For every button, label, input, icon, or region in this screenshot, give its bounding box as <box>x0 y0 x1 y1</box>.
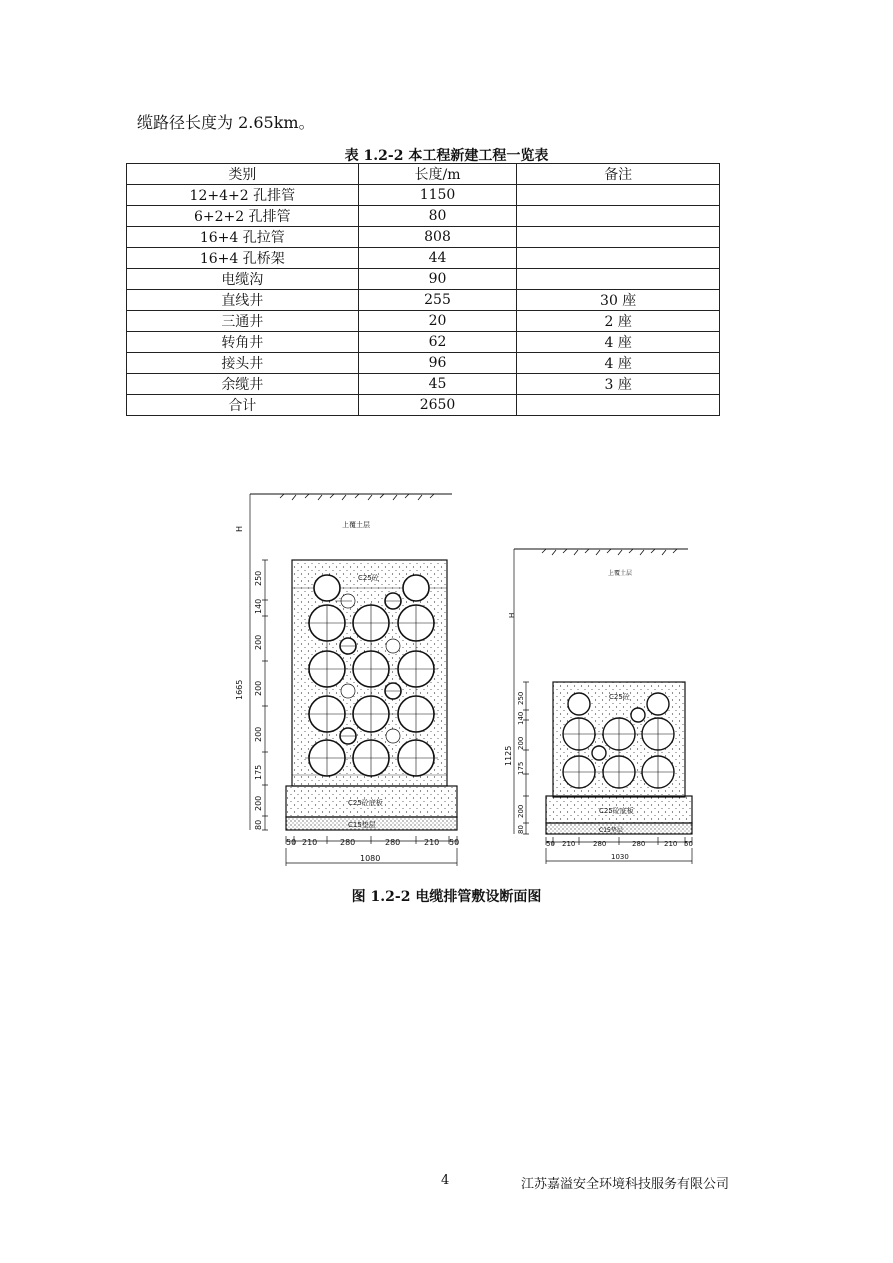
total-height-label: 1125 <box>504 745 513 766</box>
cell-category: 直线井 <box>127 290 359 311</box>
cover-soil-label: 上覆土层 <box>608 570 633 577</box>
dim-v-4: 200 <box>254 680 263 696</box>
total-width-label: 1080 <box>360 854 381 863</box>
cell-remark: 2 座 <box>517 311 720 332</box>
table-row <box>127 227 720 248</box>
figure-caption: 图 1.2-2 电缆排管敷设断面图 <box>351 889 542 905</box>
cable-duct-section-drawing <box>230 488 700 873</box>
dim-h-4: 280 <box>632 840 646 848</box>
cell-remark: 4 座 <box>517 353 720 374</box>
dim-v-6: 175 <box>254 764 263 780</box>
footer-company: 江苏嘉溢安全环境科技服务有限公司 <box>521 1177 730 1192</box>
cell-length: 62 <box>358 332 517 353</box>
table-row <box>127 353 720 374</box>
right-section <box>504 549 693 864</box>
cell-length: 2650 <box>358 395 517 416</box>
cell-category: 合计 <box>127 395 359 416</box>
table-row <box>127 185 720 206</box>
dim-v-1: 250 <box>254 570 263 586</box>
cell-category: 转角井 <box>127 332 359 353</box>
h-label: H <box>508 612 516 618</box>
dim-h-3: 280 <box>593 840 607 848</box>
cushion-label: C15垫层 <box>599 827 623 834</box>
left-section <box>235 494 459 866</box>
cell-category: 电缆沟 <box>127 269 359 290</box>
total-height-label: 1665 <box>235 679 244 700</box>
dim-v-1: 250 <box>517 691 525 705</box>
ground-line <box>514 549 688 555</box>
dim-h-1: 50 <box>546 840 555 848</box>
cell-category: 16+4 孔桥架 <box>127 248 359 269</box>
dim-v-5: 200 <box>254 726 263 742</box>
dim-v-2: 140 <box>254 598 263 614</box>
dim-h-4: 280 <box>385 838 401 847</box>
cell-remark <box>517 269 720 290</box>
cell-category: 12+4+2 孔排管 <box>127 185 359 206</box>
dim-v-3: 200 <box>254 634 263 650</box>
ground-line <box>250 494 452 500</box>
dim-h-5: 210 <box>424 838 440 847</box>
cell-length: 20 <box>358 311 517 332</box>
cell-category: 接头井 <box>127 353 359 374</box>
header-remark: 备注 <box>517 164 720 185</box>
cell-remark <box>517 248 720 269</box>
dim-v-8: 80 <box>254 819 263 830</box>
cell-remark: 4 座 <box>517 332 720 353</box>
cell-remark <box>517 395 720 416</box>
header-length: 长度/m <box>358 164 517 185</box>
dim-v-3: 200 <box>517 736 525 750</box>
dim-h-1: 50 <box>286 838 297 847</box>
table-row <box>127 248 720 269</box>
table-row <box>127 269 720 290</box>
dim-h-3: 280 <box>340 838 356 847</box>
dim-v-7: 200 <box>254 795 263 811</box>
cell-category: 余缆井 <box>127 374 359 395</box>
cell-remark <box>517 227 720 248</box>
cell-length: 80 <box>358 206 517 227</box>
intro-text: 缆路径长度为 2.65km。 <box>137 113 315 132</box>
cell-length: 44 <box>358 248 517 269</box>
table-row <box>127 374 720 395</box>
table-row-total <box>127 395 720 416</box>
dim-h-5: 210 <box>664 840 678 848</box>
table-header-row <box>127 164 720 185</box>
table-caption: 表 1.2-2 本工程新建工程一览表 <box>344 148 549 164</box>
top-concrete-label: C25砼 <box>609 693 630 701</box>
cell-remark: 30 座 <box>517 290 720 311</box>
dim-v-5: 200 <box>517 804 525 818</box>
table-row <box>127 332 720 353</box>
cell-length: 96 <box>358 353 517 374</box>
table-row <box>127 206 720 227</box>
project-table <box>126 163 720 416</box>
cell-length: 45 <box>358 374 517 395</box>
table-row <box>127 311 720 332</box>
cell-length: 90 <box>358 269 517 290</box>
dim-h-6: 50 <box>684 840 693 848</box>
cell-length: 1150 <box>358 185 517 206</box>
base-slab-label: C25砼底板 <box>348 799 383 807</box>
dim-v-4: 175 <box>517 761 525 775</box>
total-width-label: 1030 <box>611 853 629 861</box>
top-concrete-label: C25砼 <box>358 574 379 582</box>
cell-length: 255 <box>358 290 517 311</box>
dim-v-2: 140 <box>517 711 525 725</box>
page-number: 4 <box>441 1173 450 1188</box>
base-slab-label: C25砼底板 <box>599 807 634 815</box>
cell-category: 16+4 孔拉管 <box>127 227 359 248</box>
h-label: H <box>235 525 244 532</box>
dim-h-2: 210 <box>562 840 576 848</box>
cell-remark: 3 座 <box>517 374 720 395</box>
cell-category: 6+2+2 孔排管 <box>127 206 359 227</box>
cell-length: 808 <box>358 227 517 248</box>
cell-remark <box>517 185 720 206</box>
dim-h-2: 210 <box>302 838 318 847</box>
cell-remark <box>517 206 720 227</box>
cushion-label: C15垫层 <box>348 821 376 829</box>
cover-soil-label: 上覆土层 <box>342 521 370 529</box>
header-category: 类别 <box>127 164 359 185</box>
cell-category: 三通井 <box>127 311 359 332</box>
dim-h-6: 50 <box>449 838 460 847</box>
table-row <box>127 290 720 311</box>
pipe-array <box>305 575 438 778</box>
dim-v-6: 80 <box>517 825 525 834</box>
